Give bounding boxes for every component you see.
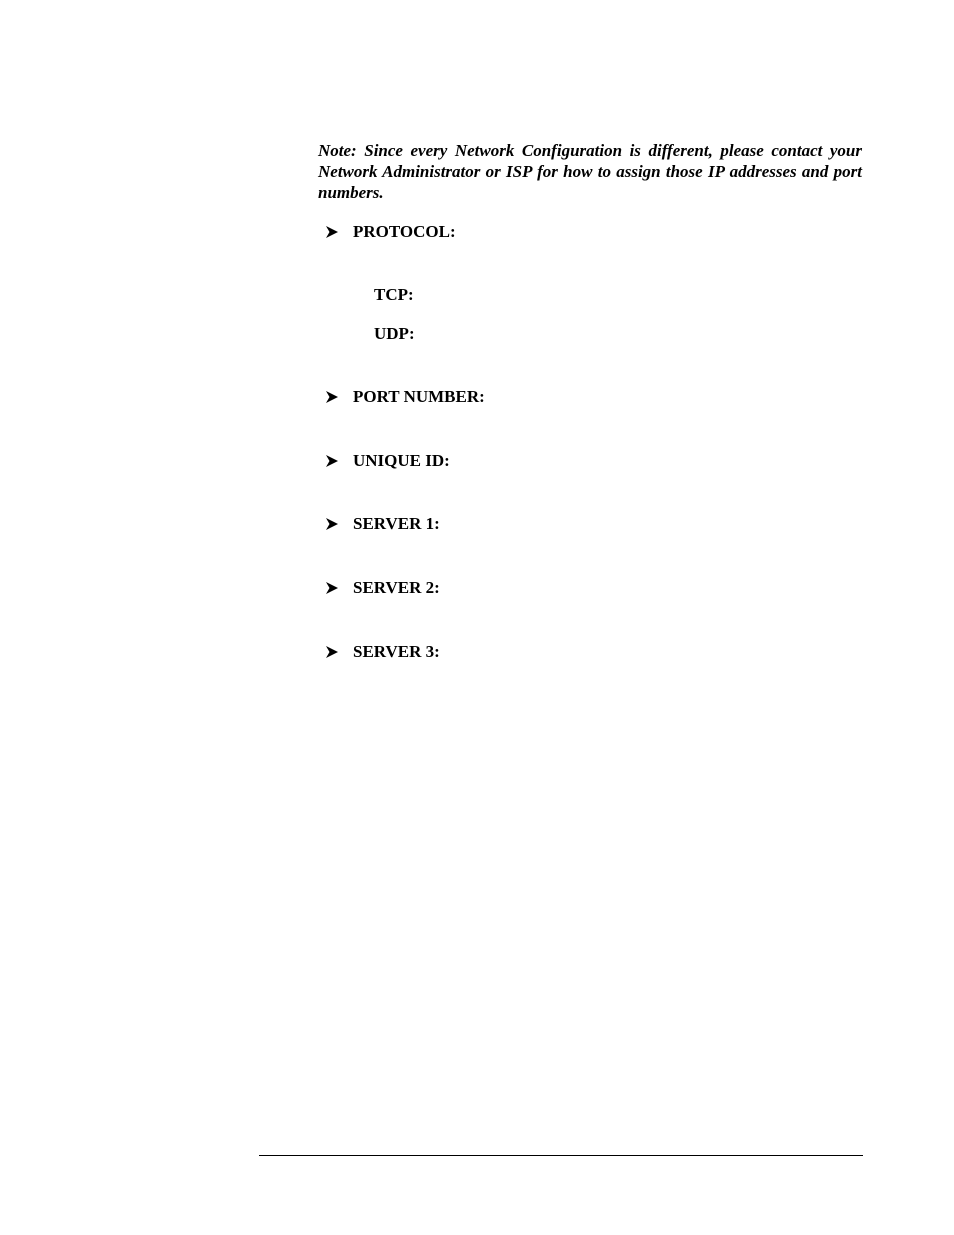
- protocol-item: [325, 221, 456, 243]
- server-1-label: SERVER 1:: [353, 514, 440, 533]
- unique-id-item: [325, 450, 450, 472]
- arrowhead-bullet-icon: [325, 390, 353, 404]
- arrowhead-bullet-icon: [325, 581, 353, 595]
- server-2-item: [325, 577, 440, 599]
- arrowhead-bullet-icon: [325, 645, 353, 659]
- footer-divider: [259, 1155, 863, 1156]
- port-number-item: [325, 386, 485, 408]
- tcp-label: TCP:: [374, 285, 414, 304]
- protocol-label: PROTOCOL:: [353, 222, 456, 241]
- server-3-item: [325, 641, 440, 663]
- arrowhead-bullet-icon: [325, 454, 353, 468]
- server-1-item: [325, 513, 440, 535]
- arrowhead-bullet-icon: [325, 225, 353, 239]
- udp-label: UDP:: [374, 324, 415, 343]
- unique-id-label: UNIQUE ID:: [353, 451, 450, 470]
- server-2-label: SERVER 2:: [353, 578, 440, 597]
- arrowhead-bullet-icon: [325, 517, 353, 531]
- note-paragraph: Note: Since every Network Configuration is different, please contact your Network Administrator or ISP for how to assign those IP addresses and port numbers.: [318, 141, 862, 202]
- port-number-label: PORT NUMBER:: [353, 387, 485, 406]
- server-3-label: SERVER 3:: [353, 642, 440, 661]
